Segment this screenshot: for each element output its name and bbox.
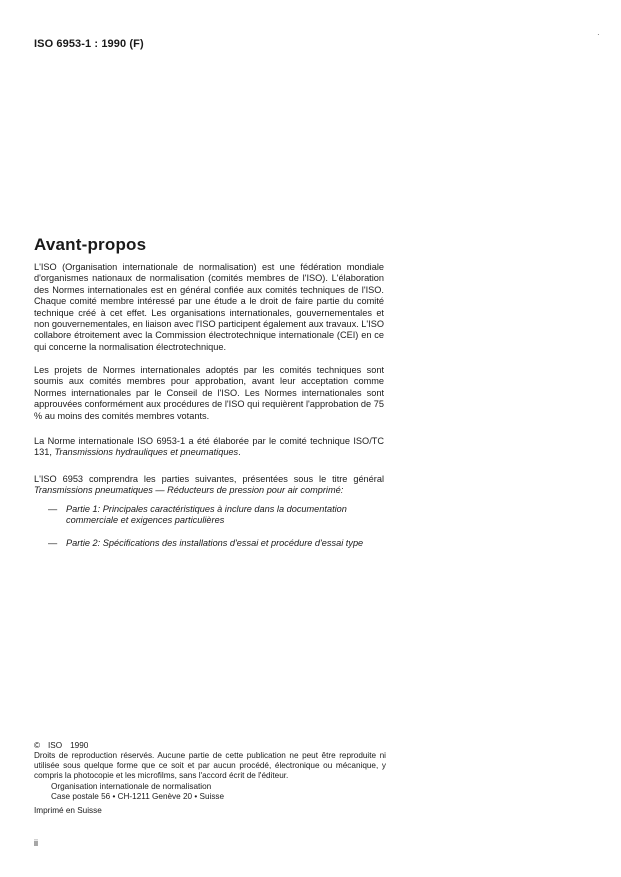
list-dash: — <box>48 538 58 548</box>
list-dash: — <box>48 504 58 514</box>
part-1-title: Partie 1: Principales caractéristiques à inclure dans la documentation commerciale et exigences particulières <box>66 504 347 526</box>
copyright-year: 1990 <box>70 741 89 750</box>
rights-notice: Droits de reproduction réservés. Aucune partie de cette publication ne peut être reproduite ni utilisée sous quelque forme que ce soit et par aucun procédé, électronique ou mécanique, y compris la photocopie et les microfilms, sans l'accord écrit de l'éditeur. <box>34 751 386 781</box>
foreword-paragraph-3 <box>34 436 384 459</box>
paragraph-3-end: . <box>238 447 241 458</box>
foreword-title: Avant-propos <box>34 235 147 254</box>
foreword-paragraph-2: Les projets de Normes internationales adoptés par les comités techniques sont soumis aux comités membres pour approbation, avant leur acceptation comme Normes internationales par le Conseil de l'ISO. Les Normes internationales sont approuvées conformément aux procédures de l'ISO qui requièrent l'approbation de 75 % au moins des comités membres votants. <box>34 365 384 421</box>
corner-mark: · <box>597 30 600 39</box>
paragraph-4-text: L'ISO 6953 comprendra les parties suivantes, présentées sous le titre général <box>34 474 384 484</box>
foreword-paragraph-1: L'ISO (Organisation internationale de normalisation) est une fédération mondiale d'organismes nationaux de normalisation (comités membres de l'ISO). L'élaboration des Normes internationales est en général confiée aux comités techniques de l'ISO. Chaque comité membre intéressé par une étude a le droit de faire partie du comité technique créé à cet effet. Les organisations internationales, gouvernementales et non gouvernementales, en liaison avec l'ISO participent également aux travaux. L'ISO collabore étroitement avec la Commission électrotechnique internationale (CEI) en ce qui concerne la normalisation électrotechnique. <box>34 262 384 352</box>
foreword-paragraph-4 <box>34 474 384 497</box>
document-identifier: ISO 6953-1 : 1990 (F) <box>34 38 144 50</box>
copyright-org: ISO <box>48 741 63 750</box>
part-2-title: Partie 2: Spécifications des installations d'essai et procédure d'essai type <box>66 538 364 548</box>
list-item <box>34 504 384 527</box>
copyright-line <box>34 741 386 751</box>
paragraph-3-text: La Norme internationale ISO 6953-1 a été élaborée par le comité technique ISO/TC 131, <box>34 436 384 458</box>
printed-in: Imprimé en Suisse <box>34 806 102 815</box>
list-item <box>34 538 384 549</box>
copyright-symbol: © <box>34 741 41 750</box>
organisation-name: Organisation internationale de normalisation <box>51 782 212 791</box>
organisation-address: Case postale 56 • CH-1211 Genève 20 • Suisse <box>51 792 225 801</box>
series-title: Transmissions pneumatiques — Réducteurs de pression pour air comprimé: <box>34 485 344 496</box>
page-number: ii <box>34 838 38 848</box>
committee-title: Transmissions hydrauliques et pneumatiques <box>54 447 239 458</box>
